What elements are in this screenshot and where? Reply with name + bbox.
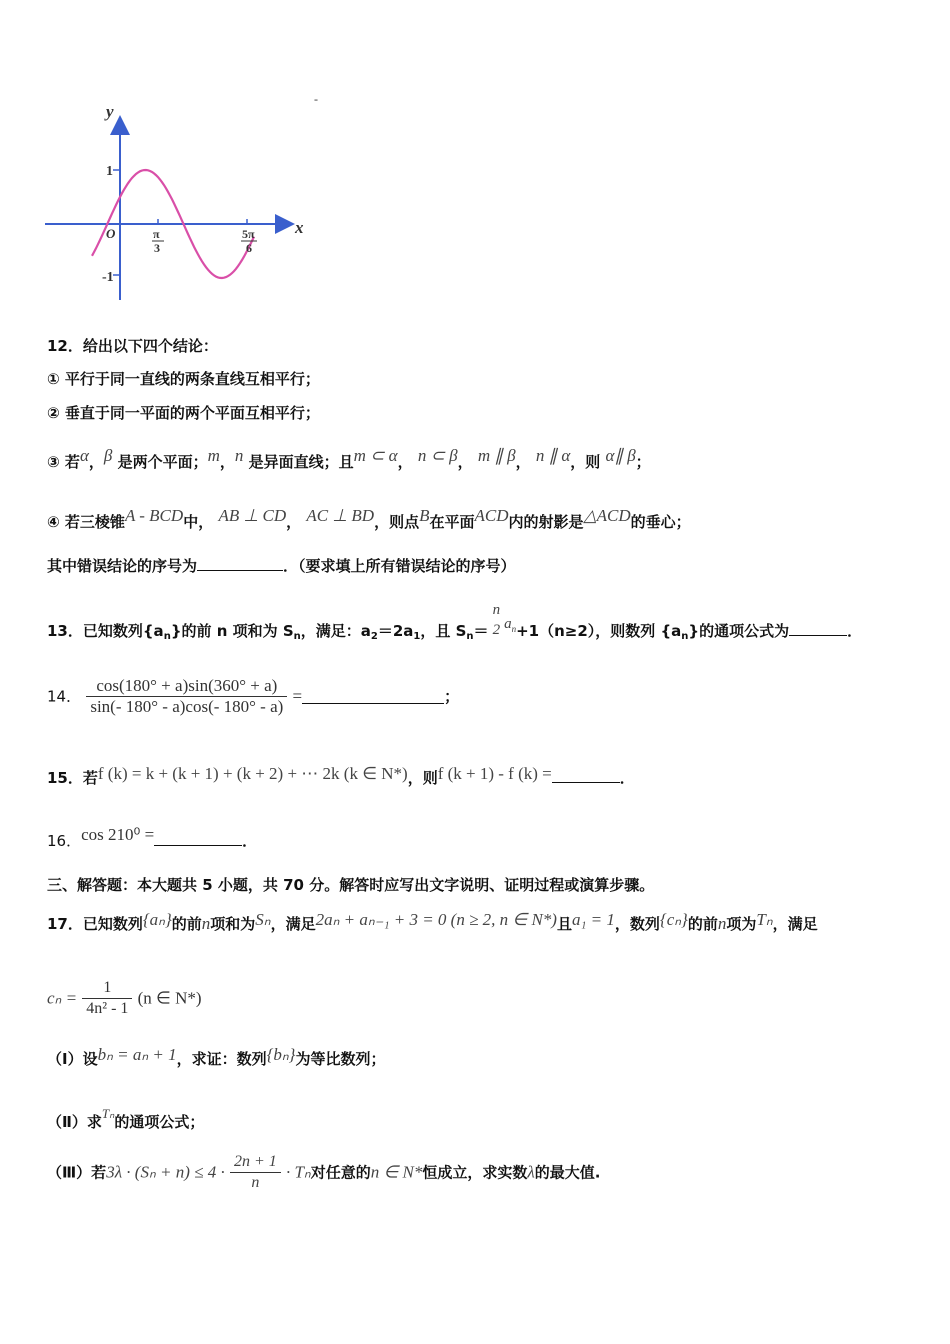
x-label: x (295, 218, 304, 237)
q14-answer-blank[interactable] (302, 689, 444, 704)
q16-answer-blank[interactable] (154, 831, 242, 846)
stray-mark: - (314, 95, 318, 106)
q13: 13．已知数列$\{a_n\}$的前 n 项和为 $S_n$，满足：$a_2=2a_1$，且 $S_n=$ n 2 $a^n+1(n\ge 2)$，则数列 $\{a_n\}$的通项公式为 ． (47, 601, 863, 642)
q14-denominator: sin(- 180° - a)cos(- 180° - a) (86, 696, 287, 717)
q17-stem: 17．已知数列{aₙ}的前n项和为Sₙ，满足2aₙ + aₙ₋₁ + 3 = 0 (n ≥ 2, n ∈ N*)且a₁ = 1，数列{cₙ}的前n项为Tₙ，满足 (47, 910, 818, 933)
q17-part-iii: （Ⅲ）若3λ · (Sₙ + n) ≤ 4 · $\frac{2n + 1}{n}$ · Tₙ对任意的n ∈ N*恒成立，求实数λ的最大值. (47, 1153, 601, 1191)
q17-part-i: （Ⅰ）设bₙ = aₙ + 1，求证：数列{bₙ}为等比数列； (47, 1045, 386, 1068)
q12-conclusion-4: ④ 若三棱锥A - BCD中， AB ⊥ CD， AC ⊥ BD，则点B在平面ACD内的射影是△ACD的垂心； (47, 506, 691, 531)
q12-ask: 其中错误结论的序号为 ．（要求填上所有错误结论的序号） (47, 557, 516, 575)
q16: 16．cos 210⁰ = ． (47, 825, 258, 850)
tick-one-label: 1 (106, 164, 113, 179)
origin-label: O (106, 226, 116, 241)
q17-cn-def: cₙ = $\frac{1}{\text{4n² - 1}}$ (n ∈ N*) (47, 979, 202, 1017)
q13-answer-blank[interactable] (789, 621, 847, 636)
q12-conclusion-3: ③ 若α，β 是两个平面；m，n 是异面直线；且m ⊂ α， n ⊂ β， m ∥ β， n ∥ α，则 α∥ β； (47, 446, 651, 471)
pi3-den: 3 (154, 241, 160, 255)
y-label: y (106, 102, 114, 121)
q14: 14． $\frac{\cos(180^\circ + a)\sin(360^\circ + a)}{\sin(- 180^\circ - a)\cos(- 180^\circ - a)}$ = ； (47, 676, 460, 716)
q15-answer-blank[interactable] (552, 768, 620, 783)
section-3-heading: 三、解答题：本大题共 5 小题，共 70 分。解答时应写出文字说明、证明过程或演算步骤。 (47, 876, 655, 894)
q12-title: 12．给出以下四个结论： (47, 337, 218, 355)
5pi6-num: 5π (242, 227, 255, 241)
q14-numerator: cos(180° + a)sin(360° + a) (96, 676, 278, 695)
q12-conclusion-2: ② 垂直于同一平面的两个平面互相平行； (47, 404, 320, 422)
q17-part-ii: （Ⅱ）求Tₙ的通项公式； (47, 1106, 205, 1131)
5pi6-den: 6 (246, 241, 252, 255)
sine-graph (40, 95, 330, 310)
q15: 15．若f (k) = k + (k + 1) + (k + 2) + ⋯ 2k (k ∈ N*)，则f (k + 1) - f (k) = ． (47, 764, 635, 787)
q12-conclusion-1: ① 平行于同一直线的两条直线互相平行； (47, 370, 320, 388)
pi3-num: π (153, 227, 160, 241)
q12-answer-blank[interactable] (197, 556, 283, 571)
tick-neg-one-label: -1 (102, 270, 114, 285)
